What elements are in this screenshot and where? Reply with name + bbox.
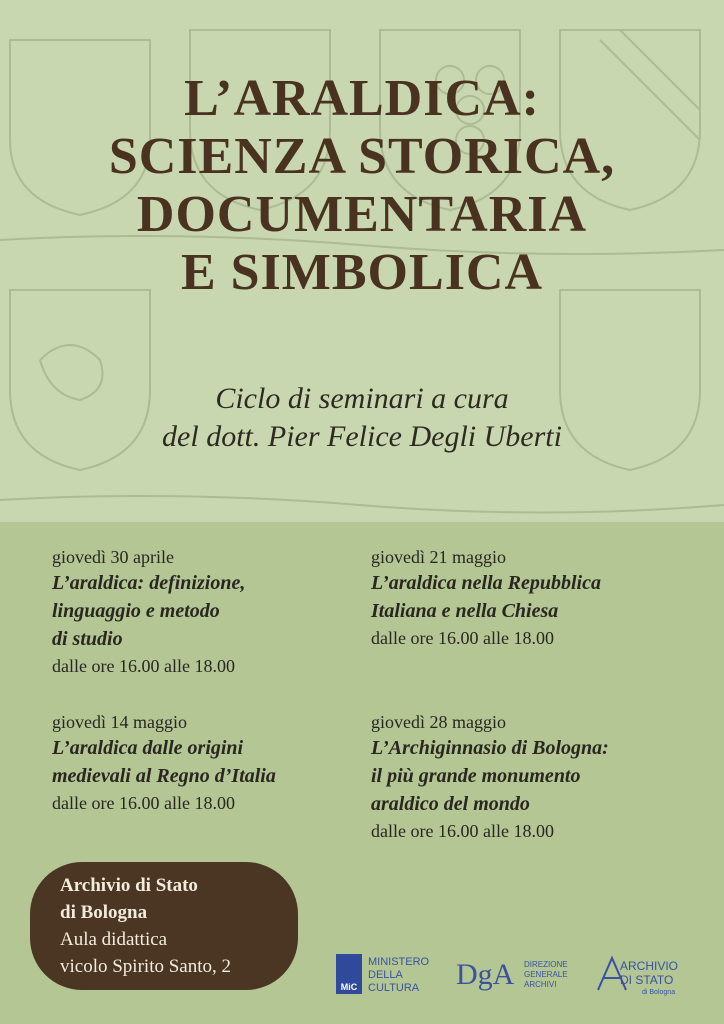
session-topic [371,734,609,818]
mic-badge-text: MiC [340,982,358,992]
subtitle-line: Ciclo di seminari a cura [215,382,509,415]
session-date: giovedì 21 maggio [371,547,506,567]
title-line: E SIMBOLICA [180,244,544,301]
logo-strip [336,950,716,1000]
asbo-logo [598,958,678,996]
mic-logo [336,954,430,994]
asbo-line: ARCHIVIO [620,959,679,973]
session-1 [52,545,245,679]
session-time: dalle ore 16.00 alle 18.00 [52,656,235,676]
topic-line: L’araldica dalle origini [52,737,244,759]
poster-title [0,70,724,302]
title-line: L’ARALDICA: [184,70,540,127]
title-line: SCIENZA STORICA, [108,128,616,185]
venue-room: Aula didattica [60,929,168,950]
dga-line: GENERALE [524,970,568,979]
session-date: giovedì 28 maggio [371,712,506,732]
topic-line: L’araldica: definizione, [52,572,246,594]
dga-logo [456,958,568,991]
session-topic [52,569,245,653]
session-4 [371,710,609,844]
session-date: giovedì 30 aprile [52,547,174,567]
session-topic [52,734,276,790]
topic-line: linguaggio e metodo [52,600,220,622]
topic-line: Italiana e nella Chiesa [371,600,559,622]
title-line: DOCUMENTARIA [136,186,588,243]
session-date: giovedì 14 maggio [52,712,187,732]
session-2 [371,545,601,651]
venue-address: vicolo Spirito Santo, 2 [60,956,231,977]
subtitle-line: del dott. Pier Felice Degli Uberti [162,420,562,453]
session-time: dalle ore 16.00 alle 18.00 [371,628,554,648]
topic-line: L’araldica nella Repubblica [371,572,601,594]
venue-box [30,862,298,990]
topic-line: araldico del mondo [371,793,530,815]
poster-subtitle [0,380,724,456]
dga-line: ARCHIVI [524,980,557,989]
mic-line: MINISTERO [368,956,430,968]
venue-name-line: di Bologna [60,902,148,923]
session-time: dalle ore 16.00 alle 18.00 [52,793,235,813]
session-topic [371,569,601,625]
topic-line: medievali al Regno d’Italia [52,765,276,787]
mic-line: CULTURA [368,982,420,994]
topic-line: L’Archiginnasio di Bologna: [371,737,609,759]
asbo-line: DI STATO [620,973,674,987]
session-time: dalle ore 16.00 alle 18.00 [371,821,554,841]
topic-line: di studio [52,628,123,650]
dga-line: DIREZIONE [524,960,568,969]
venue-name-line: Archivio di Stato [60,875,198,896]
dga-mark: DgA [456,958,515,991]
asbo-sub: di Bologna [642,989,676,996]
mic-line: DELLA [368,969,403,981]
session-3 [52,710,276,816]
topic-line: il più grande monumento [371,765,581,787]
